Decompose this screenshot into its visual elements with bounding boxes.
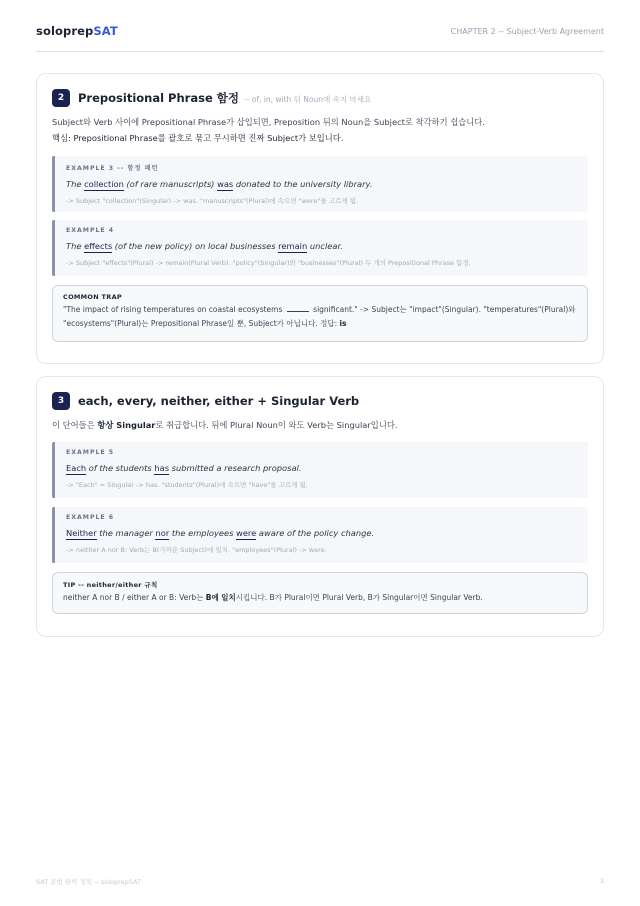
answer-blank [287, 311, 309, 312]
example-note: -> neither A nor B: Verb는 B(가까운 Subject)에 일치. "employees"(Plural) -> were. [66, 546, 327, 554]
example-6 [52, 507, 588, 563]
section-subtitle: -- of, in, with 뒤 Noun에 속지 마세요 [243, 95, 372, 104]
example-note: -> Subject "effects"(Plural) -> remain(Plural Verb). "policy"(Singular)와 "businesses"(Plural) 두 개의 Prepositional Phrase 함정. [66, 259, 471, 267]
example-label: EXAMPLE 6 [66, 514, 115, 521]
section-2-heading [52, 89, 588, 107]
example-label: EXAMPLE 5 [66, 449, 115, 456]
section-number-badge: 3 [52, 392, 70, 410]
example-3 [52, 156, 588, 212]
section-title: each, every, neither, either + Singular Verb [78, 394, 360, 408]
page-header [36, 24, 604, 52]
example-sentence: Neither the manager nor the employees were aware of the policy change. [66, 528, 375, 538]
section-title: Prepositional Phrase 함정 [78, 91, 239, 105]
example-5 [52, 442, 588, 498]
example-sentence: The collection (of rare manuscripts) was donated to the university library. [66, 179, 373, 189]
tip-box [52, 572, 588, 614]
page-number: 3 [599, 877, 604, 885]
example-4 [52, 220, 588, 276]
example-note: -> "Each" = Singular -> has. "students"(Plural)에 속으면 "have"를 고르게 됨. [66, 481, 308, 489]
trap-text: "The impact of rising temperatures on coastal ecosystems significant." -> Subject는 "impact"(Singular). "temperatures"(Plural)와 "ecosystems"(Plural)는 Prepositional Phrase일 뿐, Subject가 아닙니다. 정답: is [63, 305, 576, 328]
section-3-card [36, 376, 604, 637]
chapter-title: CHAPTER 2 -- Subject-Verb Agreement [450, 27, 604, 36]
section-3-heading [52, 392, 588, 410]
section-intro: 이 단어들은 항상 Singular로 취급합니다. 뒤에 Plural Noun이 와도 Verb는 Singular입니다. [52, 420, 398, 430]
common-trap-box [52, 285, 588, 342]
footer-title: SAT 문법 완벽 정복 -- soloprepSAT [36, 878, 141, 886]
brand-logo: soloprepSAT [36, 24, 118, 38]
section-intro: Subject와 Verb 사이에 Prepositional Phrase가 삽입되면, Preposition 뒤의 Noun을 Subject로 착각하기 쉽습니다. 핵심: Prepositional Phrase를 괄호로 묶고 무시하면 진짜 Subject가 보입니다. [52, 117, 485, 143]
section-number-badge: 2 [52, 89, 70, 107]
example-label: EXAMPLE 4 [66, 227, 115, 234]
section-2-card [36, 73, 604, 364]
example-sentence: The effects (of the new policy) on local businesses remain unclear. [66, 241, 343, 251]
tip-text: neither A nor B / either A or B: Verb는 B에 일치시킵니다. B가 Plural이면 Plural Verb, B가 Singular이면 Singular Verb. [63, 593, 483, 602]
example-label: EXAMPLE 3 -- 함정 패턴 [66, 165, 159, 172]
trap-label: COMMON TRAP [63, 293, 122, 301]
tip-label: TIP -- neither/either 규칙 [63, 581, 158, 589]
example-note: -> Subject "collection"(Singular) -> was. "manuscripts"(Plural)에 속으면 "were"를 고르게 됨. [66, 197, 359, 205]
example-sentence: Each of the students has submitted a research proposal. [66, 463, 302, 473]
